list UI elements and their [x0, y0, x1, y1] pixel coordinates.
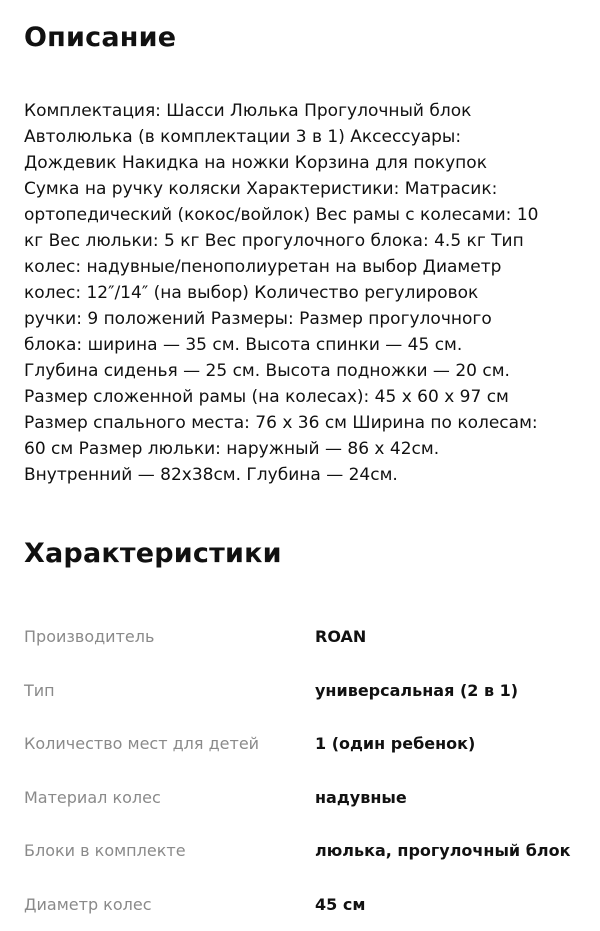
characteristic-row-manufacturer: [24, 610, 578, 664]
characteristic-value: люлька, прогулочный блок: [315, 841, 570, 860]
description-text: Комплектация: Шасси Люлька Прогулочный блок Автолюлька (в комплектации 3 в 1) Аксессуары: Дождевик Накидка на ножки Корзина для покупок Сумка на ручку коляски Характеристики: Матрасик: ортопедический (кокос/войлок) Вес рамы с колесами: 10 кг Вес люльки: 5 кг Вес прогулочного блока: 4.5 кг Тип колес: надувные/пенополиуретан на выбор Диаметр колес: 12″/14″ (на выбор) Количество регулировок ручки: 9 положений Размеры: Размер прогулочного блока: ширина — 35 см. Высота спинки — 45 см. Глубина сиденья — 25 см. Высота подножки — 20 см. Размер сложенной рамы (на колесах): 45 х 60 х 97 см Размер спального места: 76 х 36 см Ширина по колесам: 60 см Размер люльки: наружный — 86 х 42см. Внутренний — 82х38см. Глубина — 24см.: [24, 98, 578, 488]
description-title: Описание: [24, 22, 578, 54]
characteristic-label: Материал колес: [24, 788, 315, 807]
characteristics-list: [24, 610, 578, 931]
characteristic-label: Блоки в комплекте: [24, 841, 315, 860]
characteristic-row-wheel-material: [24, 771, 578, 825]
characteristic-label: Количество мест для детей: [24, 734, 315, 753]
characteristic-row-wheel-diameter: [24, 878, 578, 931]
description-section: [24, 0, 578, 488]
characteristic-label: Тип: [24, 681, 315, 700]
characteristics-section: [24, 538, 578, 931]
characteristic-row-seats: [24, 717, 578, 771]
characteristic-row-type: [24, 664, 578, 718]
characteristic-value: надувные: [315, 788, 407, 807]
characteristic-row-blocks: [24, 824, 578, 878]
characteristic-value: 45 см: [315, 895, 365, 914]
characteristics-title: Характеристики: [24, 538, 578, 570]
characteristic-value: универсальная (2 в 1): [315, 681, 518, 700]
characteristic-value: ROAN: [315, 627, 366, 646]
characteristic-value: 1 (один ребенок): [315, 734, 475, 753]
characteristic-label: Диаметр колес: [24, 895, 315, 914]
characteristic-label: Производитель: [24, 627, 315, 646]
